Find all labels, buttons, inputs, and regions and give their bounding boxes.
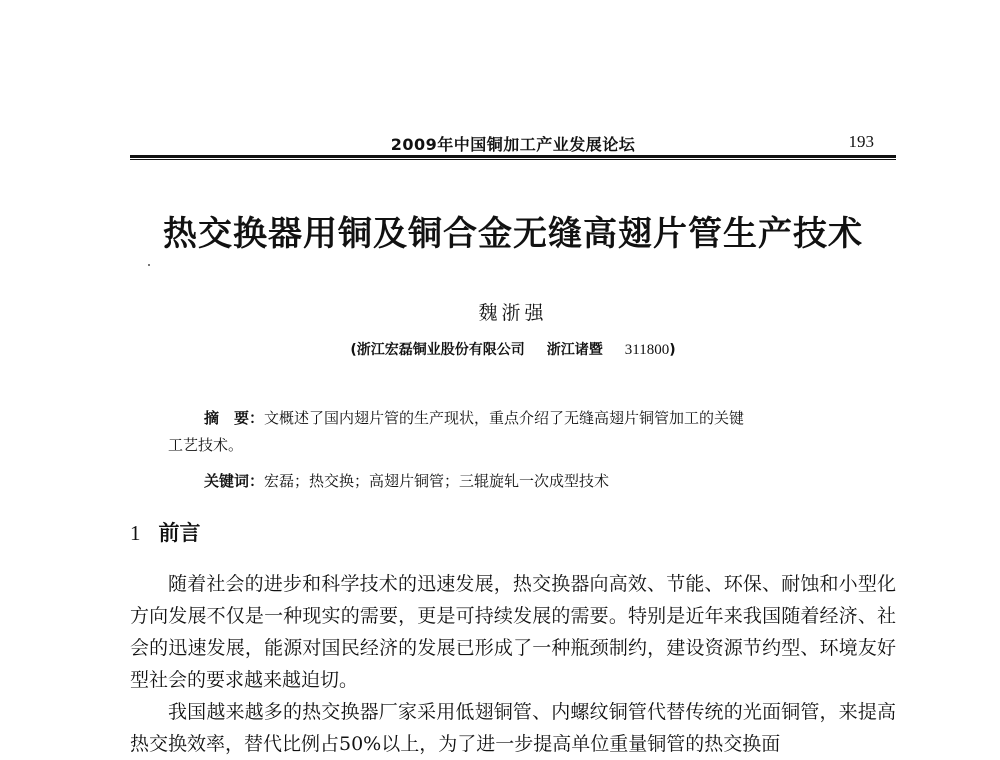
affiliation-location: 浙江诸暨 bbox=[546, 342, 603, 358]
section-title: 前言 bbox=[158, 520, 201, 545]
keywords bbox=[204, 470, 609, 491]
abstract-line-2: 工艺技术。 bbox=[168, 436, 244, 454]
keywords-label: 关键词： bbox=[204, 472, 265, 490]
section-number: 1 bbox=[130, 521, 141, 545]
author-name: 魏浙强 bbox=[478, 302, 548, 324]
affiliation bbox=[130, 339, 896, 359]
abstract bbox=[168, 405, 858, 459]
page-header bbox=[130, 128, 896, 158]
affiliation-company: 浙江宏磊铜业股份有限公司 bbox=[356, 342, 525, 358]
affiliation-postal-code: 311800 bbox=[624, 342, 670, 358]
abstract-line-1 bbox=[168, 405, 858, 432]
page-number: 193 bbox=[848, 132, 874, 151]
affiliation-open-paren: ( bbox=[350, 342, 357, 358]
abstract-label: 摘 要： bbox=[204, 409, 265, 427]
scan-speck bbox=[148, 264, 150, 266]
body-paragraph-1: 随着社会的进步和科学技术的迅速发展，热交换器向高效、节能、环保、耐蚀和小型化方向发展不仅是一种现实的需要，更是可持续发展的需要。特别是近年来我国随着经济、社会的迅速发展，能源对国民经济的发展已形成了一种瓶颈制约，建设资源节约型、环境友好型社会的要求越来越迫切。 bbox=[130, 573, 896, 691]
header-rule bbox=[130, 155, 896, 160]
affiliation-close-paren: ) bbox=[669, 342, 676, 358]
keywords-text: 宏磊；热交换；高翅片铜管；三辊旋轧一次成型技术 bbox=[264, 472, 610, 490]
body-paragraph-2: 我国越来越多的热交换器厂家采用低翅铜管、内螺纹铜管代替传统的光面铜管，来提高热交换效率，替代比例占50%以上，为了进一步提高单位重量铜管的热交换面 bbox=[130, 701, 896, 755]
section-heading bbox=[130, 517, 201, 547]
abstract-text-1: 文概述了国内翅片管的生产现状，重点介绍了无缝高翅片铜管加工的关键 bbox=[264, 409, 745, 427]
paper-title: 热交换器用铜及铜合金无缝高翅片管生产技术 bbox=[163, 214, 863, 254]
body-text bbox=[130, 568, 896, 760]
journal-name: 2009年中国铜加工产业发展论坛 bbox=[390, 135, 636, 154]
